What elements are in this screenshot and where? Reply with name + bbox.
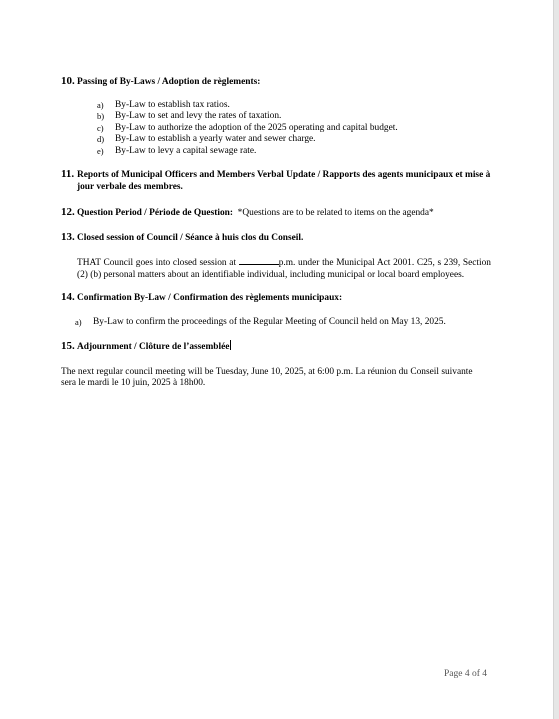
section-13-heading [61,232,491,245]
list-item [97,111,491,123]
item-text: By-Law to establish tax ratios. [115,99,230,110]
section-number: 11. [61,168,75,180]
closed-session-motion [77,256,491,281]
section-number: 13. [61,230,75,243]
list-item [97,123,491,135]
section-number: 14. [61,291,75,303]
section-title: Adjournment / Clôture de l’assemblée [77,342,230,352]
list-item [75,317,491,329]
motion-text-start: THAT Council goes into closed session at [77,258,239,268]
text-cursor [230,340,231,350]
item-letter: d) [97,134,105,144]
section-12-heading [61,207,491,220]
section-title: Passing of By-Laws / Adoption de règlements: [77,77,261,87]
time-blank [239,256,279,265]
item-letter: a) [97,99,104,110]
item-text: By-Law to levy a capital sewage rate. [115,145,257,156]
section-title: Closed session of Council / Séance à huis clos du Conseil. [77,232,304,243]
item-letter: e) [97,145,104,156]
item-letter: a) [75,316,82,327]
closing-paragraph: The next regular council meeting will be Tuesday, June 10, 2025, at 6:00 p.m. La réunion du Conseil suivante sera le mardi le 10 juin, 2025 à 18h00. [61,366,473,388]
section-14-heading [61,292,491,305]
section-title: Reports of Municipal Officers and Members Verbal Update / Rapports des agents municipaux et mise à jour verbale des membres. [77,170,491,192]
section-11-heading [61,169,491,193]
item-text: By-Law to set and levy the rates of taxation. [115,111,282,121]
list-item [97,134,491,146]
page-number: Page 4 of 4 [444,669,488,679]
item-letter: b) [97,111,105,121]
section-10-heading [61,76,491,89]
item-text: By-Law to confirm the proceedings of the Regular Meeting of Council held on May 13, 2025. [93,316,446,327]
item-letter: c) [97,122,104,133]
agenda-content [61,76,491,390]
section-15-heading [61,340,491,354]
item-text: By-Law to establish a yearly water and sewer charge. [115,134,316,144]
section-note: *Questions are to be related to items on the agenda* [237,208,434,218]
item-text: By-Law to authorize the adoption of the 2025 operating and capital budget. [115,122,398,133]
section-title: Confirmation By-Law / Confirmation des règlements municipaux: [77,293,343,303]
section-title: Question Period / Période de Question: [77,208,233,218]
confirmation-list [75,317,491,329]
section-number: 12. [61,206,75,218]
section-number: 15. [61,340,75,352]
bylaw-list [97,100,491,158]
vertical-scrollbar[interactable] [554,0,559,719]
list-item [97,146,491,158]
section-number: 10. [61,75,75,87]
motion-text-end: p.m. under the Municipal Act 2001. C25, s 239, Section (2) (b) personal matters about an identifiable individual, including municipal or local board employees. [77,258,491,280]
list-item [97,100,491,112]
